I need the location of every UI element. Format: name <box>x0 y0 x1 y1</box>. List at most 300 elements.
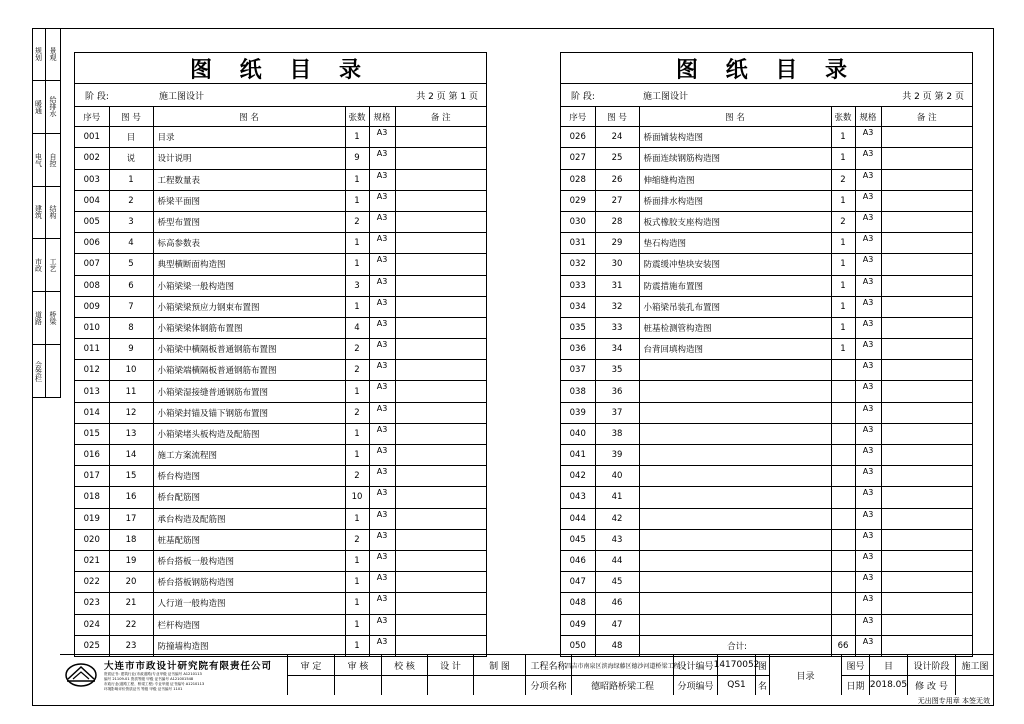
row-drawing-name: 小箱梁堵头板构造及配筋图 <box>153 423 345 444</box>
column-header: 张数 <box>831 107 855 127</box>
sub-project-value: 德昭路桥梁工程 <box>572 675 674 695</box>
column-header: 规格 <box>855 107 881 127</box>
row-sheet-count: 1 <box>831 127 855 148</box>
row-drawing-name: 人行道一般构造图 <box>153 593 345 614</box>
row-drawing-no: 32 <box>595 296 639 317</box>
sign-label-review: 审 定 <box>288 655 335 675</box>
row-remark <box>395 402 486 423</box>
row-sheet-count <box>831 614 855 635</box>
drawing-no-label: 图号 <box>842 655 870 675</box>
countersign-cell <box>32 187 60 240</box>
row-spec: A3 <box>369 233 395 254</box>
row-seq: 049 <box>561 614 595 635</box>
row-drawing-no: 29 <box>595 233 639 254</box>
row-sheet-count: 1 <box>345 635 369 656</box>
row-seq: 044 <box>561 508 595 529</box>
row-remark <box>395 360 486 381</box>
row-drawing-no: 20 <box>109 572 153 593</box>
row-seq: 038 <box>561 381 595 402</box>
row-drawing-no: 8 <box>109 317 153 338</box>
column-header: 图 名 <box>639 107 831 127</box>
company-name: 大连市市政设计研究院有限责任公司 <box>104 661 273 672</box>
row-seq: 039 <box>561 402 595 423</box>
row-drawing-no: 45 <box>595 572 639 593</box>
row-sheet-count: 1 <box>345 254 369 275</box>
row-seq: 003 <box>75 169 109 190</box>
sign-box <box>382 675 428 695</box>
catalog-stage-row <box>75 84 486 107</box>
row-seq: 005 <box>75 211 109 232</box>
sub-no-label: 分项编号 <box>674 675 718 695</box>
row-spec: A3 <box>369 169 395 190</box>
qualification-text: 资质证书: 建筑行业(市政道路)专业甲级 证书编号 A1210113 编号 21109-01 资质等级 甲级 证书编号 A121001548 市政行业(道路工程、桥梁工程) 专业甲级 证书编号 A1210113 环境影响评价资质证书 等级 甲级 证书编号 1101 <box>104 672 205 691</box>
row-sheet-count: 1 <box>345 593 369 614</box>
row-spec: A3 <box>369 593 395 614</box>
stage-label: 阶 段: <box>85 92 109 102</box>
row-sheet-count: 9 <box>345 148 369 169</box>
row-seq: 016 <box>75 445 109 466</box>
catalog-stage-row <box>561 84 972 107</box>
row-drawing-no: 7 <box>109 296 153 317</box>
row-drawing-name: 桥面排水构造图 <box>639 190 831 211</box>
column-header: 序号 <box>75 107 109 127</box>
row-drawing-name: 小箱梁端横隔板普通钢筋布置图 <box>153 360 345 381</box>
row-drawing-no: 21 <box>109 593 153 614</box>
row-drawing-no: 34 <box>595 339 639 360</box>
row-seq: 026 <box>561 127 595 148</box>
row-drawing-no: 25 <box>595 148 639 169</box>
table-row <box>561 593 972 614</box>
row-sheet-count <box>831 508 855 529</box>
row-seq: 050 <box>561 635 595 656</box>
column-header: 图 号 <box>595 107 639 127</box>
row-spec: A3 <box>369 572 395 593</box>
row-drawing-name: 板式橡胶支座构造图 <box>639 211 831 232</box>
row-drawing-name: 小箱梁湿接缝普通钢筋布置图 <box>153 381 345 402</box>
row-drawing-name: 桥台搭板钢筋构造图 <box>153 572 345 593</box>
row-spec: A3 <box>369 487 395 508</box>
row-drawing-name <box>639 572 831 593</box>
row-spec: A3 <box>855 381 881 402</box>
company-cell <box>60 655 288 695</box>
row-seq: 030 <box>561 211 595 232</box>
countersign-cell <box>32 292 60 345</box>
column-header: 图 名 <box>153 107 345 127</box>
row-drawing-no: 10 <box>109 360 153 381</box>
table-row <box>75 508 486 529</box>
row-remark <box>395 635 486 656</box>
row-drawing-no: 27 <box>595 190 639 211</box>
column-header: 序号 <box>561 107 595 127</box>
stage-value: 施工图设计 <box>159 92 205 102</box>
row-sheet-count: 2 <box>831 211 855 232</box>
row-drawing-no: 14 <box>109 445 153 466</box>
row-drawing-name: 垫石构造图 <box>639 233 831 254</box>
countersign-cell <box>32 239 60 292</box>
row-spec: A3 <box>369 423 395 444</box>
row-seq: 035 <box>561 317 595 338</box>
table-row <box>75 233 486 254</box>
table-row <box>75 296 486 317</box>
table-row <box>561 275 972 296</box>
row-sheet-count: 1 <box>345 381 369 402</box>
table-row <box>75 211 486 232</box>
row-remark <box>395 572 486 593</box>
table-header-row <box>75 107 486 127</box>
countersign-label: 给排水 <box>49 96 57 118</box>
stage-label: 阶 段: <box>571 92 595 102</box>
row-sheet-count: 1 <box>831 339 855 360</box>
row-drawing-name: 工程数量表 <box>153 169 345 190</box>
row-spec: A3 <box>855 148 881 169</box>
row-spec: A3 <box>855 572 881 593</box>
row-drawing-name: 桥台配筋图 <box>153 487 345 508</box>
row-sheet-count: 2 <box>345 529 369 550</box>
row-spec: A3 <box>369 381 395 402</box>
row-remark <box>395 550 486 571</box>
row-sheet-count: 66 <box>831 635 855 656</box>
table-row <box>561 635 972 656</box>
row-remark <box>881 508 972 529</box>
row-remark <box>395 127 486 148</box>
row-drawing-name: 桩基检测管构造图 <box>639 317 831 338</box>
row-seq: 006 <box>75 233 109 254</box>
row-spec: A3 <box>855 487 881 508</box>
row-drawing-no: 44 <box>595 550 639 571</box>
row-sheet-count: 1 <box>831 233 855 254</box>
row-remark <box>881 190 972 211</box>
row-spec: A3 <box>855 190 881 211</box>
table-row <box>561 211 972 232</box>
row-remark <box>881 402 972 423</box>
catalog-table <box>561 107 972 656</box>
row-drawing-no: 9 <box>109 339 153 360</box>
row-drawing-name <box>639 593 831 614</box>
row-spec: A3 <box>369 211 395 232</box>
row-spec: A3 <box>369 317 395 338</box>
table-row <box>561 360 972 381</box>
row-spec: A3 <box>855 296 881 317</box>
sign-label-check: 审 核 <box>335 655 382 675</box>
table-row <box>75 402 486 423</box>
row-seq: 009 <box>75 296 109 317</box>
row-remark <box>881 275 972 296</box>
title-block <box>60 654 994 695</box>
row-sheet-count: 1 <box>345 423 369 444</box>
project-value: 昌吉市南泉区滨海绿藤区德沙河道桥梁工程 <box>572 655 674 675</box>
column-header: 规格 <box>369 107 395 127</box>
row-seq: 008 <box>75 275 109 296</box>
row-spec: A3 <box>855 614 881 635</box>
sign-label-proof: 校 核 <box>382 655 428 675</box>
table-row <box>75 127 486 148</box>
row-sheet-count <box>831 402 855 423</box>
row-spec: A3 <box>855 169 881 190</box>
column-header: 张数 <box>345 107 369 127</box>
row-spec: A3 <box>855 635 881 656</box>
row-remark <box>395 317 486 338</box>
catalog-table <box>75 107 486 656</box>
row-spec: A3 <box>369 635 395 656</box>
sign-label-design: 设 计 <box>428 655 474 675</box>
row-drawing-name: 桥面连续钢筋构造图 <box>639 148 831 169</box>
design-no-value: 14170052 <box>718 655 756 675</box>
row-remark <box>881 211 972 232</box>
row-spec: A3 <box>855 233 881 254</box>
countersign-label: 景观 <box>49 46 57 61</box>
row-drawing-name: 小箱梁吊装孔布置图 <box>639 296 831 317</box>
row-drawing-no: 5 <box>109 254 153 275</box>
row-drawing-no: 4 <box>109 233 153 254</box>
table-row <box>561 466 972 487</box>
table-row <box>561 550 972 571</box>
row-sheet-count: 1 <box>345 233 369 254</box>
row-sheet-count: 1 <box>345 572 369 593</box>
table-row <box>561 296 972 317</box>
row-remark <box>395 614 486 635</box>
row-drawing-name: 伸缩缝构造图 <box>639 169 831 190</box>
row-drawing-name: 小箱梁封锚及锚下钢筋布置图 <box>153 402 345 423</box>
column-header: 图 号 <box>109 107 153 127</box>
row-seq: 017 <box>75 466 109 487</box>
row-drawing-no: 18 <box>109 529 153 550</box>
footer-note: 无出图专用章 本签无效 <box>917 697 990 705</box>
row-sheet-count <box>831 423 855 444</box>
row-drawing-no: 40 <box>595 466 639 487</box>
countersign-label <box>46 345 60 397</box>
row-drawing-name: 承台构造及配筋图 <box>153 508 345 529</box>
table-row <box>561 508 972 529</box>
countersign-strip <box>32 28 61 398</box>
row-spec: A3 <box>855 339 881 360</box>
row-sheet-count: 4 <box>345 317 369 338</box>
row-seq: 046 <box>561 550 595 571</box>
sub-project-label: 分项名称 <box>526 675 572 695</box>
row-spec: A3 <box>855 211 881 232</box>
sub-no-value: QS1 <box>718 675 756 695</box>
catalog-page-2 <box>560 52 973 657</box>
row-sheet-count: 1 <box>345 169 369 190</box>
row-drawing-no: 42 <box>595 508 639 529</box>
table-row <box>561 339 972 360</box>
table-header-row <box>561 107 972 127</box>
row-sheet-count <box>831 360 855 381</box>
company-logo-icon <box>64 661 98 689</box>
countersign-cell <box>32 345 60 398</box>
row-seq: 014 <box>75 402 109 423</box>
row-sheet-count: 2 <box>345 466 369 487</box>
column-header: 备 注 <box>881 107 972 127</box>
row-seq: 025 <box>75 635 109 656</box>
row-drawing-name: 栏杆构造图 <box>153 614 345 635</box>
row-drawing-name: 小箱梁中横隔板普通钢筋布置图 <box>153 339 345 360</box>
catalog-title: 图 纸 目 录 <box>75 53 486 84</box>
row-sheet-count: 1 <box>831 275 855 296</box>
row-drawing-name <box>639 487 831 508</box>
row-remark <box>395 508 486 529</box>
table-row <box>75 572 486 593</box>
countersign-cell <box>32 28 60 81</box>
row-seq: 048 <box>561 593 595 614</box>
revision-value <box>956 675 994 695</box>
row-drawing-no: 35 <box>595 360 639 381</box>
row-drawing-name: 桥面铺装构造图 <box>639 127 831 148</box>
row-remark <box>881 529 972 550</box>
row-seq: 007 <box>75 254 109 275</box>
project-label: 工程名称 <box>526 655 572 675</box>
table-row <box>75 190 486 211</box>
countersign-label: 自控 <box>49 152 57 167</box>
row-remark <box>881 339 972 360</box>
row-drawing-name <box>639 550 831 571</box>
table-row <box>561 402 972 423</box>
row-sheet-count: 1 <box>345 296 369 317</box>
row-remark <box>395 254 486 275</box>
row-drawing-name <box>639 402 831 423</box>
row-sheet-count <box>831 381 855 402</box>
revision-label: 修 改 号 <box>908 675 956 695</box>
page-info: 共 2 页 第 1 页 <box>416 92 478 102</box>
row-seq: 002 <box>75 148 109 169</box>
row-drawing-name <box>639 423 831 444</box>
row-sheet-count: 1 <box>345 508 369 529</box>
row-remark <box>395 593 486 614</box>
row-remark <box>881 317 972 338</box>
row-remark <box>395 487 486 508</box>
row-sheet-count <box>831 572 855 593</box>
row-seq: 028 <box>561 169 595 190</box>
row-drawing-name: 小箱梁梁体钢筋布置图 <box>153 317 345 338</box>
row-drawing-name: 桥梁平面图 <box>153 190 345 211</box>
row-remark <box>395 423 486 444</box>
row-seq: 040 <box>561 423 595 444</box>
row-spec: A3 <box>855 508 881 529</box>
row-remark <box>881 466 972 487</box>
row-drawing-no: 30 <box>595 254 639 275</box>
sign-box <box>428 675 474 695</box>
table-row <box>75 466 486 487</box>
row-sheet-count: 1 <box>345 190 369 211</box>
countersign-label: 市政 <box>32 239 46 291</box>
countersign-label: 桥梁 <box>49 311 57 326</box>
table-row <box>75 487 486 508</box>
row-drawing-no: 41 <box>595 487 639 508</box>
row-drawing-no: 11 <box>109 381 153 402</box>
row-sheet-count: 3 <box>345 275 369 296</box>
row-sheet-count: 1 <box>831 317 855 338</box>
row-drawing-no: 3 <box>109 211 153 232</box>
table-row <box>561 487 972 508</box>
row-drawing-no: 1 <box>109 169 153 190</box>
drawing-no-value: 目 <box>870 655 908 675</box>
drawing-char: 图 <box>756 655 770 675</box>
table-row <box>561 423 972 444</box>
row-remark <box>881 593 972 614</box>
row-drawing-name: 标高参数表 <box>153 233 345 254</box>
row-remark <box>881 381 972 402</box>
table-row <box>561 572 972 593</box>
table-row <box>75 635 486 656</box>
row-remark <box>881 233 972 254</box>
row-spec: A3 <box>369 190 395 211</box>
row-drawing-name <box>639 381 831 402</box>
row-remark <box>395 339 486 360</box>
row-drawing-name: 小箱梁梁预应力钢束布置图 <box>153 296 345 317</box>
stage-value: 施工图设计 <box>643 92 689 102</box>
row-drawing-name <box>639 360 831 381</box>
row-drawing-name: 防震缓冲垫块安装图 <box>639 254 831 275</box>
row-sheet-count <box>831 593 855 614</box>
row-spec: A3 <box>855 254 881 275</box>
row-seq: 034 <box>561 296 595 317</box>
row-spec: A3 <box>369 466 395 487</box>
row-seq: 027 <box>561 148 595 169</box>
table-row <box>75 381 486 402</box>
table-row <box>561 148 972 169</box>
row-drawing-no: 38 <box>595 423 639 444</box>
row-remark <box>395 296 486 317</box>
row-drawing-no: 37 <box>595 402 639 423</box>
row-spec: A3 <box>369 275 395 296</box>
countersign-label: 道路 <box>32 292 46 344</box>
row-seq: 001 <box>75 127 109 148</box>
row-spec: A3 <box>369 445 395 466</box>
countersign-label: 会签栏 <box>32 345 46 397</box>
row-remark <box>881 148 972 169</box>
row-remark <box>395 233 486 254</box>
row-remark <box>881 254 972 275</box>
row-seq: 019 <box>75 508 109 529</box>
row-drawing-no: 39 <box>595 445 639 466</box>
row-sheet-count: 1 <box>345 614 369 635</box>
row-drawing-name: 合计: <box>639 635 831 656</box>
row-drawing-no: 48 <box>595 635 639 656</box>
row-sheet-count <box>831 487 855 508</box>
sign-box <box>474 675 526 695</box>
divider <box>288 675 770 676</box>
row-remark <box>881 296 972 317</box>
row-remark <box>395 445 486 466</box>
row-spec: A3 <box>369 148 395 169</box>
row-sheet-count: 2 <box>345 360 369 381</box>
row-remark <box>881 423 972 444</box>
row-spec: A3 <box>369 127 395 148</box>
row-spec: A3 <box>855 593 881 614</box>
row-seq: 015 <box>75 423 109 444</box>
countersign-cell <box>32 134 60 187</box>
table-row <box>75 614 486 635</box>
row-drawing-name: 典型横断面构造图 <box>153 254 345 275</box>
row-spec: A3 <box>855 402 881 423</box>
row-sheet-count: 1 <box>345 127 369 148</box>
table-row <box>75 317 486 338</box>
countersign-label: 建筑 <box>32 187 46 239</box>
countersign-cell <box>32 81 60 134</box>
row-drawing-no: 说 <box>109 148 153 169</box>
row-sheet-count: 2 <box>345 339 369 360</box>
date-label: 日期 <box>842 675 870 695</box>
row-drawing-name: 设计说明 <box>153 148 345 169</box>
row-drawing-name: 台背回填构造图 <box>639 339 831 360</box>
row-drawing-name: 施工方案流程图 <box>153 445 345 466</box>
countersign-label: 工艺 <box>49 258 57 273</box>
row-remark <box>395 275 486 296</box>
row-drawing-no: 17 <box>109 508 153 529</box>
row-drawing-no: 24 <box>595 127 639 148</box>
row-drawing-name: 目录 <box>153 127 345 148</box>
row-drawing-no: 43 <box>595 529 639 550</box>
countersign-label: 规划 <box>32 28 46 80</box>
